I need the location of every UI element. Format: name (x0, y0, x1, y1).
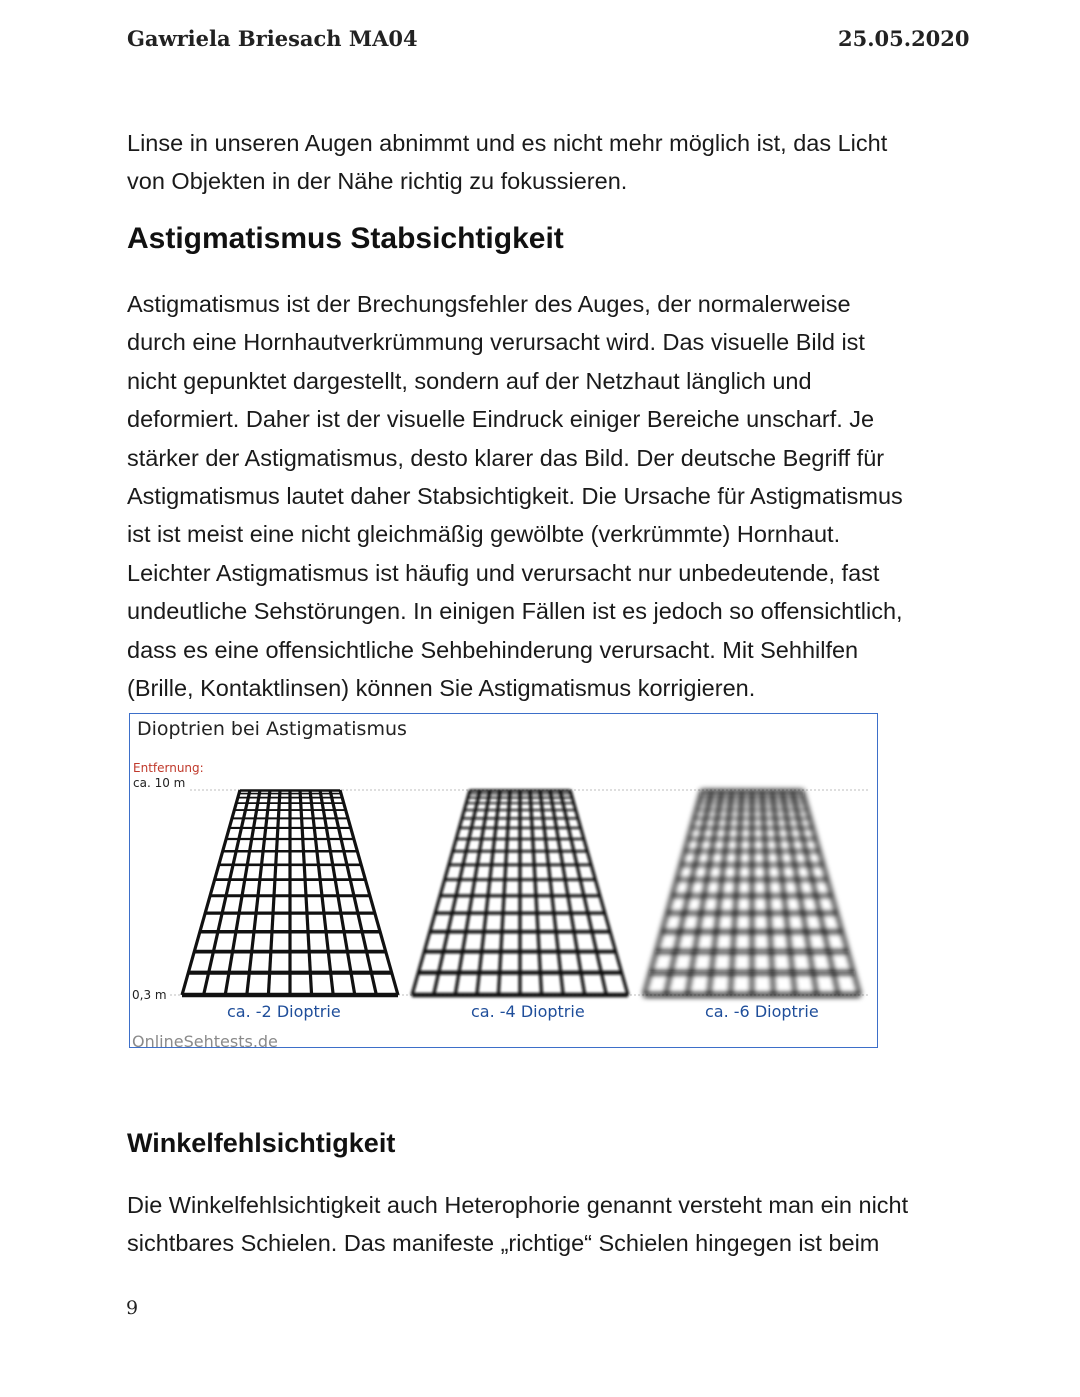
figure-title: Dioptrien bei Astigmatismus (137, 718, 407, 740)
grid-vertical-line (300, 790, 312, 995)
page-number: 9 (126, 1297, 139, 1319)
grid-vertical-line (530, 790, 542, 995)
grid-vertical-line (310, 790, 333, 995)
paragraph-astigmatismus: Astigmatismus ist der Brechungsfehler des Auges, der normalerweise durch eine Hornhautverkrümmung verursacht wird. Das visuelle Bild ist nicht gepunktet dargestellt, sondern auf der Netzhaut länglich und deformiert. Daher ist der visuelle Eindruck einiger Bereiche unscharf. Je stärker der Astigmatismus, desto klarer das Bild. Der deutsche Begriff für Astigmatismus lautet daher Stabsichtigkeit. Die Ursache für Astigmatismus ist ist meist eine nicht gleichmäßig gewölbte (verkrümmte) Hornhaut. Leichter Astigmatismus ist häufig und verursacht nur unbedeutende, fast undeutliche Sehstörungen. In einigen Fällen ist es jedoch so offensichtlich, dass es eine offensichtliche Sehbehinderung verursacht. Mit Sehhilfen (Brille, Kontaktlinsen) können Sie Astigmatismus korrigieren. (127, 291, 903, 702)
near-distance-label: 0,3 m (132, 988, 167, 1002)
intro-paragraph: Linse in unseren Augen abnimmt und es nicht mehr möglich ist, das Licht von Objekten in der Nähe richtig zu fokussieren. (127, 130, 888, 195)
grid-vertical-line (247, 790, 270, 995)
astigmatism-figure (129, 713, 878, 1051)
grid-vertical-line (772, 790, 795, 995)
grid-1 (182, 790, 398, 995)
distance-label: Entfernung: (133, 761, 204, 775)
grid-vertical-line (268, 790, 280, 995)
grid-vertical-line (730, 790, 742, 995)
grid-illustration (130, 714, 876, 1046)
heading-winkelfehlsichtigkeit: Winkelfehlsichtigkeit (127, 1128, 396, 1158)
grid-vertical-line (762, 790, 774, 995)
grid-vertical-line (477, 790, 500, 995)
paragraph-winkelfehlsichtigkeit: Die Winkelfehlsichtigkeit auch Heterophorie genannt versteht man ein nicht sichtbares Schielen. Das manifeste „richtige“ Schielen hingegen ist beim (127, 1192, 909, 1257)
grid-vertical-line (498, 790, 510, 995)
grid-vertical-line (709, 790, 732, 995)
grid-vertical-line (540, 790, 563, 995)
header-author: Gawriela Briesach MA04 (127, 26, 418, 51)
grid-3 (644, 790, 860, 995)
figure-source: OnlineSehtests.de (132, 1032, 278, 1051)
far-distance-label: ca. 10 m (133, 776, 186, 790)
header-date: 25.05.2020 (838, 26, 970, 51)
heading-astigmatismus: Astigmatismus Stabsichtigkeit (127, 222, 564, 255)
caption-4-dioptrie: ca. -4 Dioptrie (471, 1002, 585, 1021)
caption-6-dioptrie: ca. -6 Dioptrie (705, 1002, 819, 1021)
caption-2-dioptrie: ca. -2 Dioptrie (227, 1002, 341, 1021)
grid-2 (412, 790, 628, 995)
